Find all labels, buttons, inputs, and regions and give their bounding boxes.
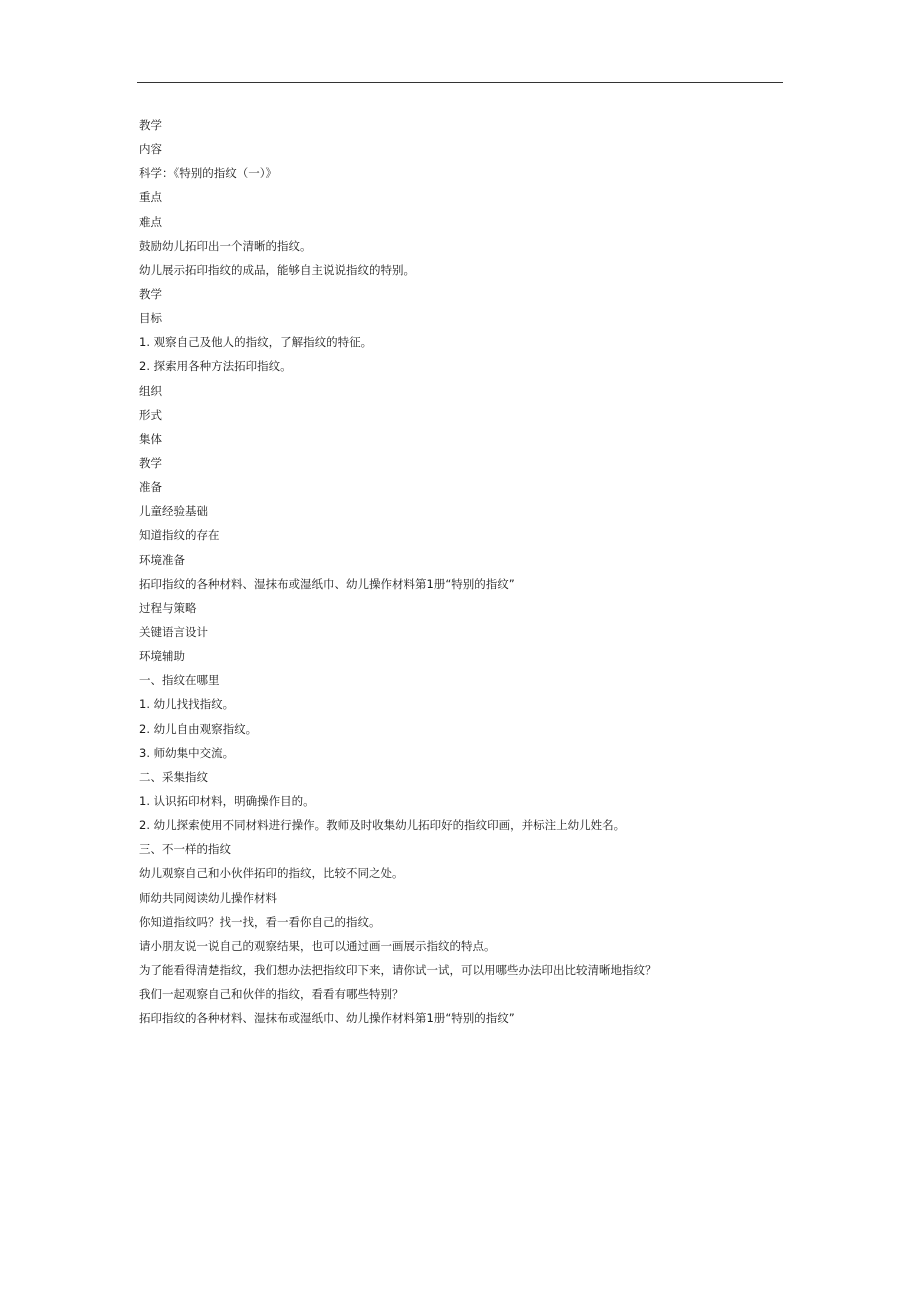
- text-line: 师幼共同阅读幼儿操作材料: [139, 890, 277, 905]
- text-line: 教学: [139, 286, 162, 301]
- text-line: 幼儿展示拓印指纹的成品，能够自主说说指纹的特别。: [139, 262, 415, 277]
- text-line: 请小朋友说一说自己的观察结果，也可以通过画一画展示指纹的特点。: [139, 938, 496, 953]
- text-line: 目标: [139, 311, 162, 326]
- text-line: 你知道指纹吗？找一找，看一看你自己的指纹。: [139, 914, 381, 929]
- text-line: 集体: [139, 431, 162, 446]
- text-line: 1. 认识拓印材料，明确操作目的。: [139, 793, 315, 808]
- text-line: 鼓励幼儿拓印出一个清晰的指纹。: [139, 238, 312, 253]
- text-line: 环境准备: [139, 552, 185, 567]
- text-line: 2. 探索用各种方法拓印指纹。: [139, 359, 292, 374]
- header-rule: [137, 82, 783, 83]
- text-line: 内容: [139, 142, 162, 157]
- text-line: 拓印指纹的各种材料、湿抹布或湿纸巾、幼儿操作材料第1册“特别的指纹”: [139, 1011, 515, 1026]
- text-line: 3. 师幼集中交流。: [139, 745, 235, 760]
- text-line: 过程与策略: [139, 600, 197, 615]
- text-line: 知道指纹的存在: [139, 528, 220, 543]
- text-line: 为了能看得清楚指纹，我们想办法把指纹印下来，请你试一试，可以用哪些办法印出比较清晰地指纹？: [139, 962, 657, 977]
- text-line: 2. 幼儿探索使用不同材料进行操作。教师及时收集幼儿拓印好的指纹印画，并标注上幼儿姓名。: [139, 818, 626, 833]
- text-line: 1. 观察自己及他人的指纹，了解指纹的特征。: [139, 335, 373, 350]
- text-line: 二、采集指纹: [139, 769, 208, 784]
- text-line: 重点: [139, 190, 162, 205]
- text-line: 一、指纹在哪里: [139, 673, 220, 688]
- text-line: 环境辅助: [139, 649, 185, 664]
- text-line: 难点: [139, 214, 162, 229]
- document-body: [139, 113, 779, 1030]
- text-line: 我们一起观察自己和伙伴的指纹，看看有哪些特别？: [139, 987, 404, 1002]
- text-line: 组织: [139, 383, 162, 398]
- text-line: 教学: [139, 455, 162, 470]
- text-line: 准备: [139, 480, 162, 495]
- text-line: 关键语言设计: [139, 624, 208, 639]
- text-line: 科学：《特别的指纹（一）》: [139, 166, 277, 181]
- text-line: 拓印指纹的各种材料、湿抹布或湿纸巾、幼儿操作材料第1册“特别的指纹”: [139, 576, 515, 591]
- text-line: 教学: [139, 118, 162, 132]
- text-line: 幼儿观察自己和小伙伴拓印的指纹，比较不同之处。: [139, 866, 404, 881]
- text-line: 1. 幼儿找找指纹。: [139, 697, 235, 712]
- text-line: 儿童经验基础: [139, 504, 208, 519]
- text-line: 2. 幼儿自由观察指纹。: [139, 721, 258, 736]
- text-line: 形式: [139, 407, 162, 422]
- text-line: 三、不一样的指纹: [139, 842, 231, 857]
